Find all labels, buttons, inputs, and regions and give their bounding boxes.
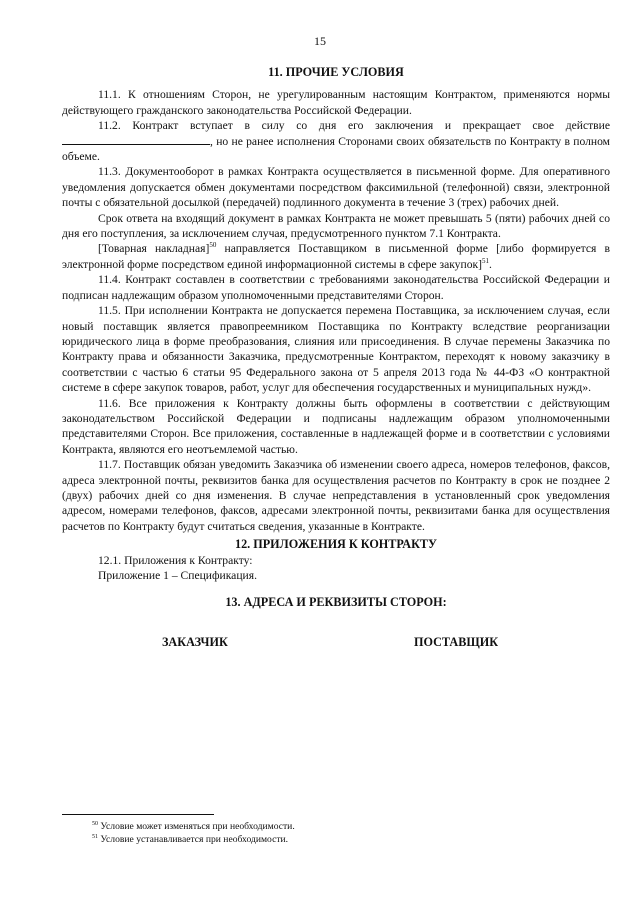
clause-11-5: 11.5. При исполнении Контракта не допускается перемена Поставщика, за исключением случая, если новый поставщик является правопреемником Поставщика по Контракту вследствие реорганизации юридического лица в форме преобразования, слияния или присоединения. В случае перемены Заказчика по Контракту права и обязанности Заказчика, предусмотренные Контрактом, переходят к новому заказчику в соответствии с частью 6 статьи 95 Федерального закона от 5 апреля 2013 года № 44-ФЗ «О контрактной системе в сфере закупок товаров, работ, услуг для обеспечения государственных и муниципальных нужд». — [62, 304, 610, 395]
clause-12-1: 12.1. Приложения к Контракту: — [98, 553, 253, 567]
page-number: 15 — [314, 34, 326, 48]
blank-line — [62, 134, 210, 145]
supplier-label: ПОСТАВЩИК — [414, 634, 499, 649]
document-body — [62, 65, 610, 653]
footnote-51: $^{51}$ Условие устанавливается при необходимости. — [92, 834, 289, 845]
appendix-1: Приложение 1 – Спецификация. — [98, 569, 257, 582]
clause-11-2: 11.2. Контракт вступает в силу со дня его заключения и прекращает свое действие , но не ранее исполнения Сторонами своих обязательств по Контракту в полном объеме. — [62, 119, 610, 164]
clause-11-7: 11.7. Поставщик обязан уведомить Заказчика об изменении своего адреса, номеров телефонов, факсов, адреса электронной почты, реквизитов банка для осуществления расчетов по Контракту в срок не позднее 2 (двух) рабочих дней со дня изменения. В случае непредставления в установленный срок уведомления адресом, номерами телефонов, факсов, адресами электронной почты, реквизитами банка для осуществления расчетов по Контракту будут считаться сведения, указанные в Контракте. — [62, 458, 610, 533]
section-12-heading: 12. ПРИЛОЖЕНИЯ К КОНТРАКТУ — [234, 537, 438, 552]
clause-11-4: 11.4. Контракт составлен в соответствии с требованиями законодательства Российской Федерации и подписан надлежащим образом уполномоченными представителями Сторон. — [62, 273, 610, 302]
section-13-heading: 13. АДРЕСА И РЕКВИЗИТЫ СТОРОН: — [225, 595, 447, 610]
customer-label: ЗАКАЗЧИК — [162, 634, 228, 649]
section-11-heading: 11. ПРОЧИЕ УСЛОВИЯ — [268, 65, 404, 79]
footnote-ref-50: 50 — [209, 241, 217, 250]
footnotes — [92, 820, 295, 846]
footnote-ref-51: 51 — [481, 256, 489, 265]
footnote-divider — [62, 814, 214, 815]
parties-row — [62, 635, 610, 653]
invoice-paragraph: [Товарная накладная]$^{50}$ направляется Поставщиком в письменной форме [либо формируется в электронной форме посредством единой информационной системы в сфере закупок]$^{51}$. — [62, 241, 611, 271]
clause-11-6: 11.6. Все приложения к Контракту должны быть оформлены в соответствии с действующим законодательством Российской Федерации и подписаны надлежащим образом уполномоченными представителями Сторон. Все приложения, составленные в надлежащей форме и в соответствии с условиями Контракта, являются его неотъемлемой частью. — [62, 396, 610, 456]
clause-11-1: 11.1. К отношениям Сторон, не урегулированным настоящим Контрактом, применяются нормы действующего гражданского законодательства Российской Федерации. — [62, 88, 610, 117]
response-term-paragraph: Срок ответа на входящий документ в рамках Контракта не может превышать 5 (пяти) рабочих дней со дня его поступления, за исключением случая, предусмотренного пунктом 7.1 Контракта. — [62, 211, 610, 241]
footnote-50: $^{50}$ Условие может изменяться при необходимости. — [92, 821, 295, 832]
clause-11-3: 11.3. Документооборот в рамках Контракта осуществляется в письменной форме. Для оперативного уведомления допускается обмен документами посредством факсимильной (телефонной) связи, электронной почты с обязательной досылкой (передачей) подлинного документа в течение 3 (трех) рабочих дней. — [62, 165, 610, 210]
